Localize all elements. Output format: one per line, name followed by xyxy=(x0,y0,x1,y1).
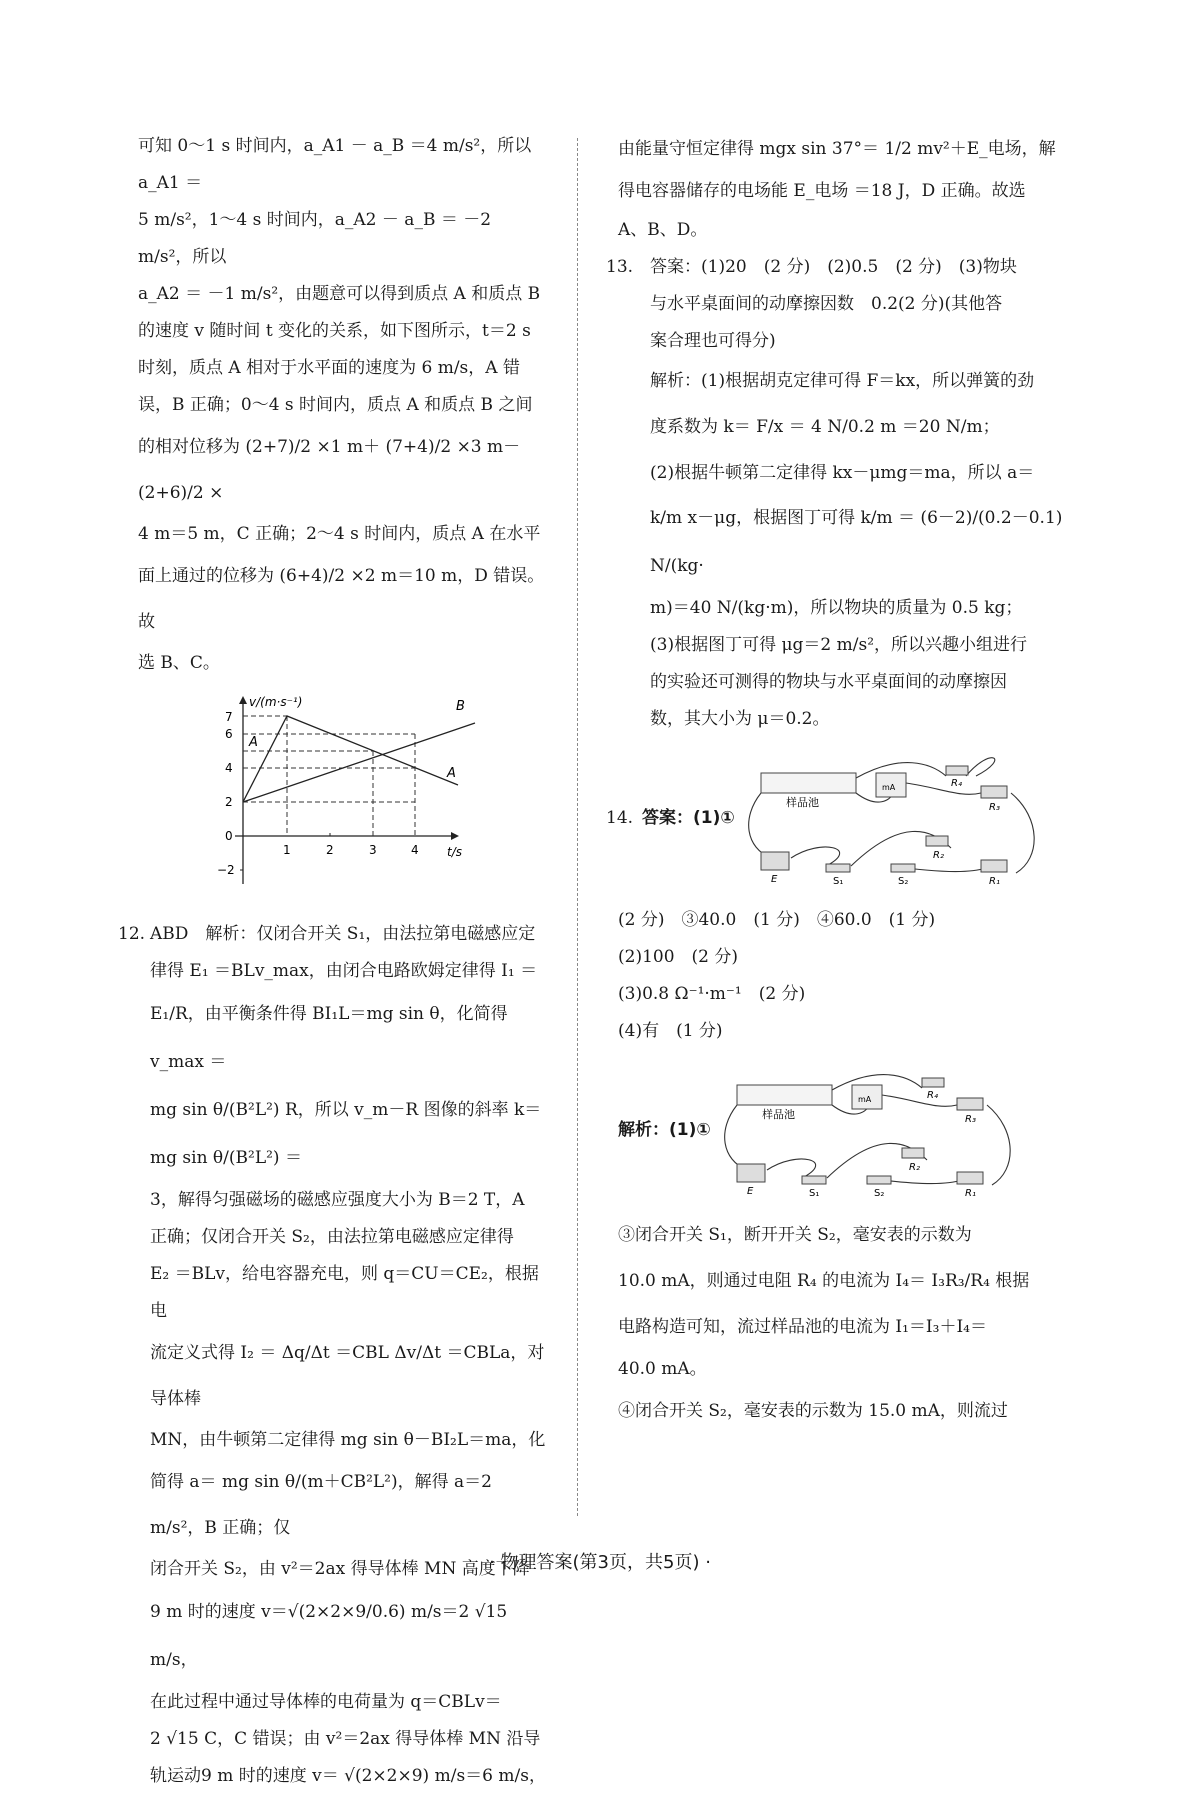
x-tick: 3 xyxy=(369,843,377,857)
component-label: E xyxy=(770,874,778,885)
text-line: 可知 0～1 s 时间内，a_A1 － a_B ＝4 m/s²，所以 a_A1 ＝ xyxy=(138,136,532,193)
line-label-b: B xyxy=(456,699,465,714)
text-line: 流定义式得 I₂ ＝ Δq/Δt ＝CBL Δv/Δt ＝CBLa，对导体棒 xyxy=(150,1343,545,1409)
text-line: (2 分) ③40.0 (1 分) ④60.0 (1 分) xyxy=(618,910,936,930)
y-tick: 6 xyxy=(225,727,233,741)
text-line: 选 B、C。 xyxy=(138,653,220,673)
page-footer: · 物理答案(第3页，共5页) · xyxy=(489,1552,711,1573)
text-line: k/m x－μg，根据图丁可得 k/m ＝ (6－2)/(0.2－0.1) N/(kg· xyxy=(650,508,1063,576)
column-divider xyxy=(577,138,578,1516)
q11-continuation xyxy=(138,128,546,682)
x-tick: 4 xyxy=(411,843,419,857)
line-label-a2: A xyxy=(447,766,456,781)
question-number: 14. xyxy=(606,807,634,828)
component-label: E xyxy=(746,1186,754,1197)
text-line: mg sin θ/(B²L²) R，所以 v_m－R 图像的斜率 k＝ mg sin θ/(B²L²) ＝ xyxy=(150,1100,542,1168)
question-number: 13. xyxy=(606,257,634,277)
q12-continuation xyxy=(606,128,1068,249)
text-line: 3，解得匀强磁场的磁感应强度大小为 B＝2 T，A xyxy=(150,1190,525,1210)
q14-answer-row xyxy=(606,748,1068,888)
component-label: R₃ xyxy=(988,802,1000,813)
y-tick: 4 xyxy=(225,761,233,775)
x-tick: 2 xyxy=(326,843,334,857)
text-line: 4 m＝5 m，C 正确；2～4 s 时间内，质点 A 在水平 xyxy=(138,524,541,544)
analysis-label: 解析：(1)① xyxy=(618,1119,711,1140)
text-line xyxy=(606,249,1068,286)
text-line: 简得 a＝ mg sin θ/(m＋CB²L²)，解得 a＝2 m/s²，B 正确；仅 xyxy=(150,1472,492,1538)
text-line: 正确；仅闭合开关 S₂，由法拉第电磁感应定律得 xyxy=(150,1227,514,1247)
text-line: 数，其大小为 μ＝0.2。 xyxy=(650,709,830,729)
q13-block xyxy=(606,249,1068,738)
component-label: R₂ xyxy=(932,850,944,861)
pool-label: 样品池 xyxy=(785,796,819,809)
text-line: 轨运动9 m 时的速度 v＝ √(2×2×9) m/s＝6 m/s， xyxy=(150,1766,546,1786)
line-label-a: A xyxy=(249,735,258,750)
text-line: 案合理也可得分) xyxy=(650,331,776,351)
text-line: MN，由牛顿第二定律得 mg sin θ－BI₂L＝ma，化 xyxy=(150,1430,546,1450)
component-label: R₁ xyxy=(964,1188,976,1199)
text-line: 10.0 mA，则通过电阻 R₄ 的电流为 I₄＝ I₃R₃/R₄ 根据 xyxy=(618,1271,1030,1291)
text-line: (2)根据牛顿第二定律得 kx－μmg＝ma，所以 a＝ xyxy=(650,463,1035,483)
text-line: 40.0 mA。 xyxy=(618,1359,707,1379)
component-label: R₄ xyxy=(950,778,962,789)
text-line: (4)有 (1 分) xyxy=(618,1021,723,1041)
text-line: 闭合开关 S₂，由 v²＝2ax 得导体棒 MN 高度下降 xyxy=(150,1559,530,1579)
text-line: A、B、D。 xyxy=(618,220,708,240)
text-line: (2)100 (2 分) xyxy=(618,947,739,967)
text-line: (3)根据图丁可得 μg＝2 m/s²，所以兴趣小组进行 xyxy=(650,635,1028,655)
y-axis-label: v/(m·s⁻¹) xyxy=(249,695,303,709)
pool-label: 样品池 xyxy=(761,1108,795,1121)
x-tick: 1 xyxy=(283,843,291,857)
text-line: ④闭合开关 S₂，毫安表的示数为 15.0 mA，则流过 xyxy=(618,1401,1008,1421)
y-tick: 0 xyxy=(225,829,233,843)
question-number: 12. xyxy=(118,924,146,944)
text-line: 9 m 时的速度 v＝√(2×2×9/0.6) m/s＝2 √15 m/s， xyxy=(150,1602,508,1670)
text-line: 度系数为 k＝ F/x ＝ 4 N/0.2 m ＝20 N/m； xyxy=(650,417,1000,437)
text-line: (3)0.8 Ω⁻¹·m⁻¹ (2 分) xyxy=(618,984,806,1004)
text-line: 的速度 v 随时间 t 变化的关系，如下图所示，t＝2 s xyxy=(138,321,531,341)
text-line: 误，B 正确；0～4 s 时间内，质点 A 和质点 B 之间 xyxy=(138,395,533,415)
q14-answer-lines xyxy=(606,902,1068,1050)
x-axis-label: t/s xyxy=(447,845,462,859)
text-span: 答案：(1)20 (2 分) (2)0.5 (2 分) (3)物块 xyxy=(650,257,1017,277)
text-line: 与水平桌面间的动摩擦因数 0.2(2 分)(其他答 xyxy=(650,294,1003,314)
component-label: R₃ xyxy=(964,1114,976,1125)
component-label: S₂ xyxy=(897,876,909,887)
text-span: ABD 解析：仅闭合开关 S₁，由法拉第电磁感应定 xyxy=(150,924,536,944)
answer-label: 答案：(1)① xyxy=(642,807,735,828)
text-line: 在此过程中通过导体棒的电荷量为 q＝CBLv＝ xyxy=(150,1692,502,1712)
q12-block xyxy=(118,916,546,1795)
text-line: m)＝40 N/(kg·m)，所以物块的质量为 0.5 kg； xyxy=(650,598,1023,618)
component-label: S₁ xyxy=(832,876,844,887)
q14-analysis-lines xyxy=(606,1214,1068,1432)
component-label: S₂ xyxy=(873,1188,885,1199)
component-label: R₂ xyxy=(908,1162,920,1173)
text-line: 律得 E₁ ＝BLv_max，由闭合电路欧姆定律得 I₁ ＝ xyxy=(150,961,538,981)
text-line: 的实验还可测得的物块与水平桌面间的动摩擦因 xyxy=(650,672,1007,692)
text-line: 由能量守恒定律得 mgx sin 37°＝ 1/2 mv²＋E_电场，解 xyxy=(618,139,1056,159)
right-column xyxy=(606,128,1068,1432)
y-tick: 2 xyxy=(225,795,233,809)
left-column xyxy=(118,128,546,1795)
text-line: 时刻，质点 A 相对于水平面的速度为 6 m/s，A 错 xyxy=(138,358,520,378)
text-line: ③闭合开关 S₁，断开开关 S₂，毫安表的示数为 xyxy=(618,1225,972,1245)
text-line: 面上通过的位移为 (6+4)/2 ×2 m＝10 m，D 错误。故 xyxy=(138,566,545,632)
q14-analysis-row xyxy=(606,1060,1068,1200)
vt-graph xyxy=(213,694,463,894)
text-line: 电路构造可知，流过样品池的电流为 I₁＝I₃＋I₄＝ xyxy=(618,1317,987,1337)
text-line: 的相对位移为 (2+7)/2 ×1 m＋ (7+4)/2 ×3 m－ (2+6)/2 × xyxy=(138,437,521,503)
meter-label: mA xyxy=(857,1095,872,1104)
text-line: 解析：(1)根据胡克定律可得 F＝kx，所以弹簧的劲 xyxy=(650,371,1035,391)
circuit-diagram xyxy=(741,748,1041,888)
component-label: R₄ xyxy=(926,1090,938,1101)
text-line xyxy=(118,916,546,953)
text-line: E₁/R，由平衡条件得 BI₁L＝mg sin θ，化简得 v_max ＝ xyxy=(150,1004,508,1072)
component-label: R₁ xyxy=(988,876,1000,887)
text-line: E₂ ＝BLv，给电容器充电，则 q＝CU＝CE₂，根据电 xyxy=(150,1264,539,1321)
y-tick: −2 xyxy=(217,863,235,877)
text-line: 得电容器储存的电场能 E_电场 ＝18 J，D 正确。故选 xyxy=(618,181,1026,201)
component-label: S₁ xyxy=(808,1188,820,1199)
text-line: 5 m/s²，1～4 s 时间内，a_A2 － a_B ＝ －2 m/s²，所以 xyxy=(138,210,492,267)
text-line: a_A2 ＝ －1 m/s²，由题意可以得到质点 A 和质点 B xyxy=(138,284,541,304)
text-line: 2 √15 C，C 错误；由 v²＝2ax 得导体棒 MN 沿导 xyxy=(150,1729,541,1749)
y-tick: 7 xyxy=(225,710,233,724)
meter-label: mA xyxy=(881,783,896,792)
circuit-diagram-2 xyxy=(717,1060,1017,1200)
